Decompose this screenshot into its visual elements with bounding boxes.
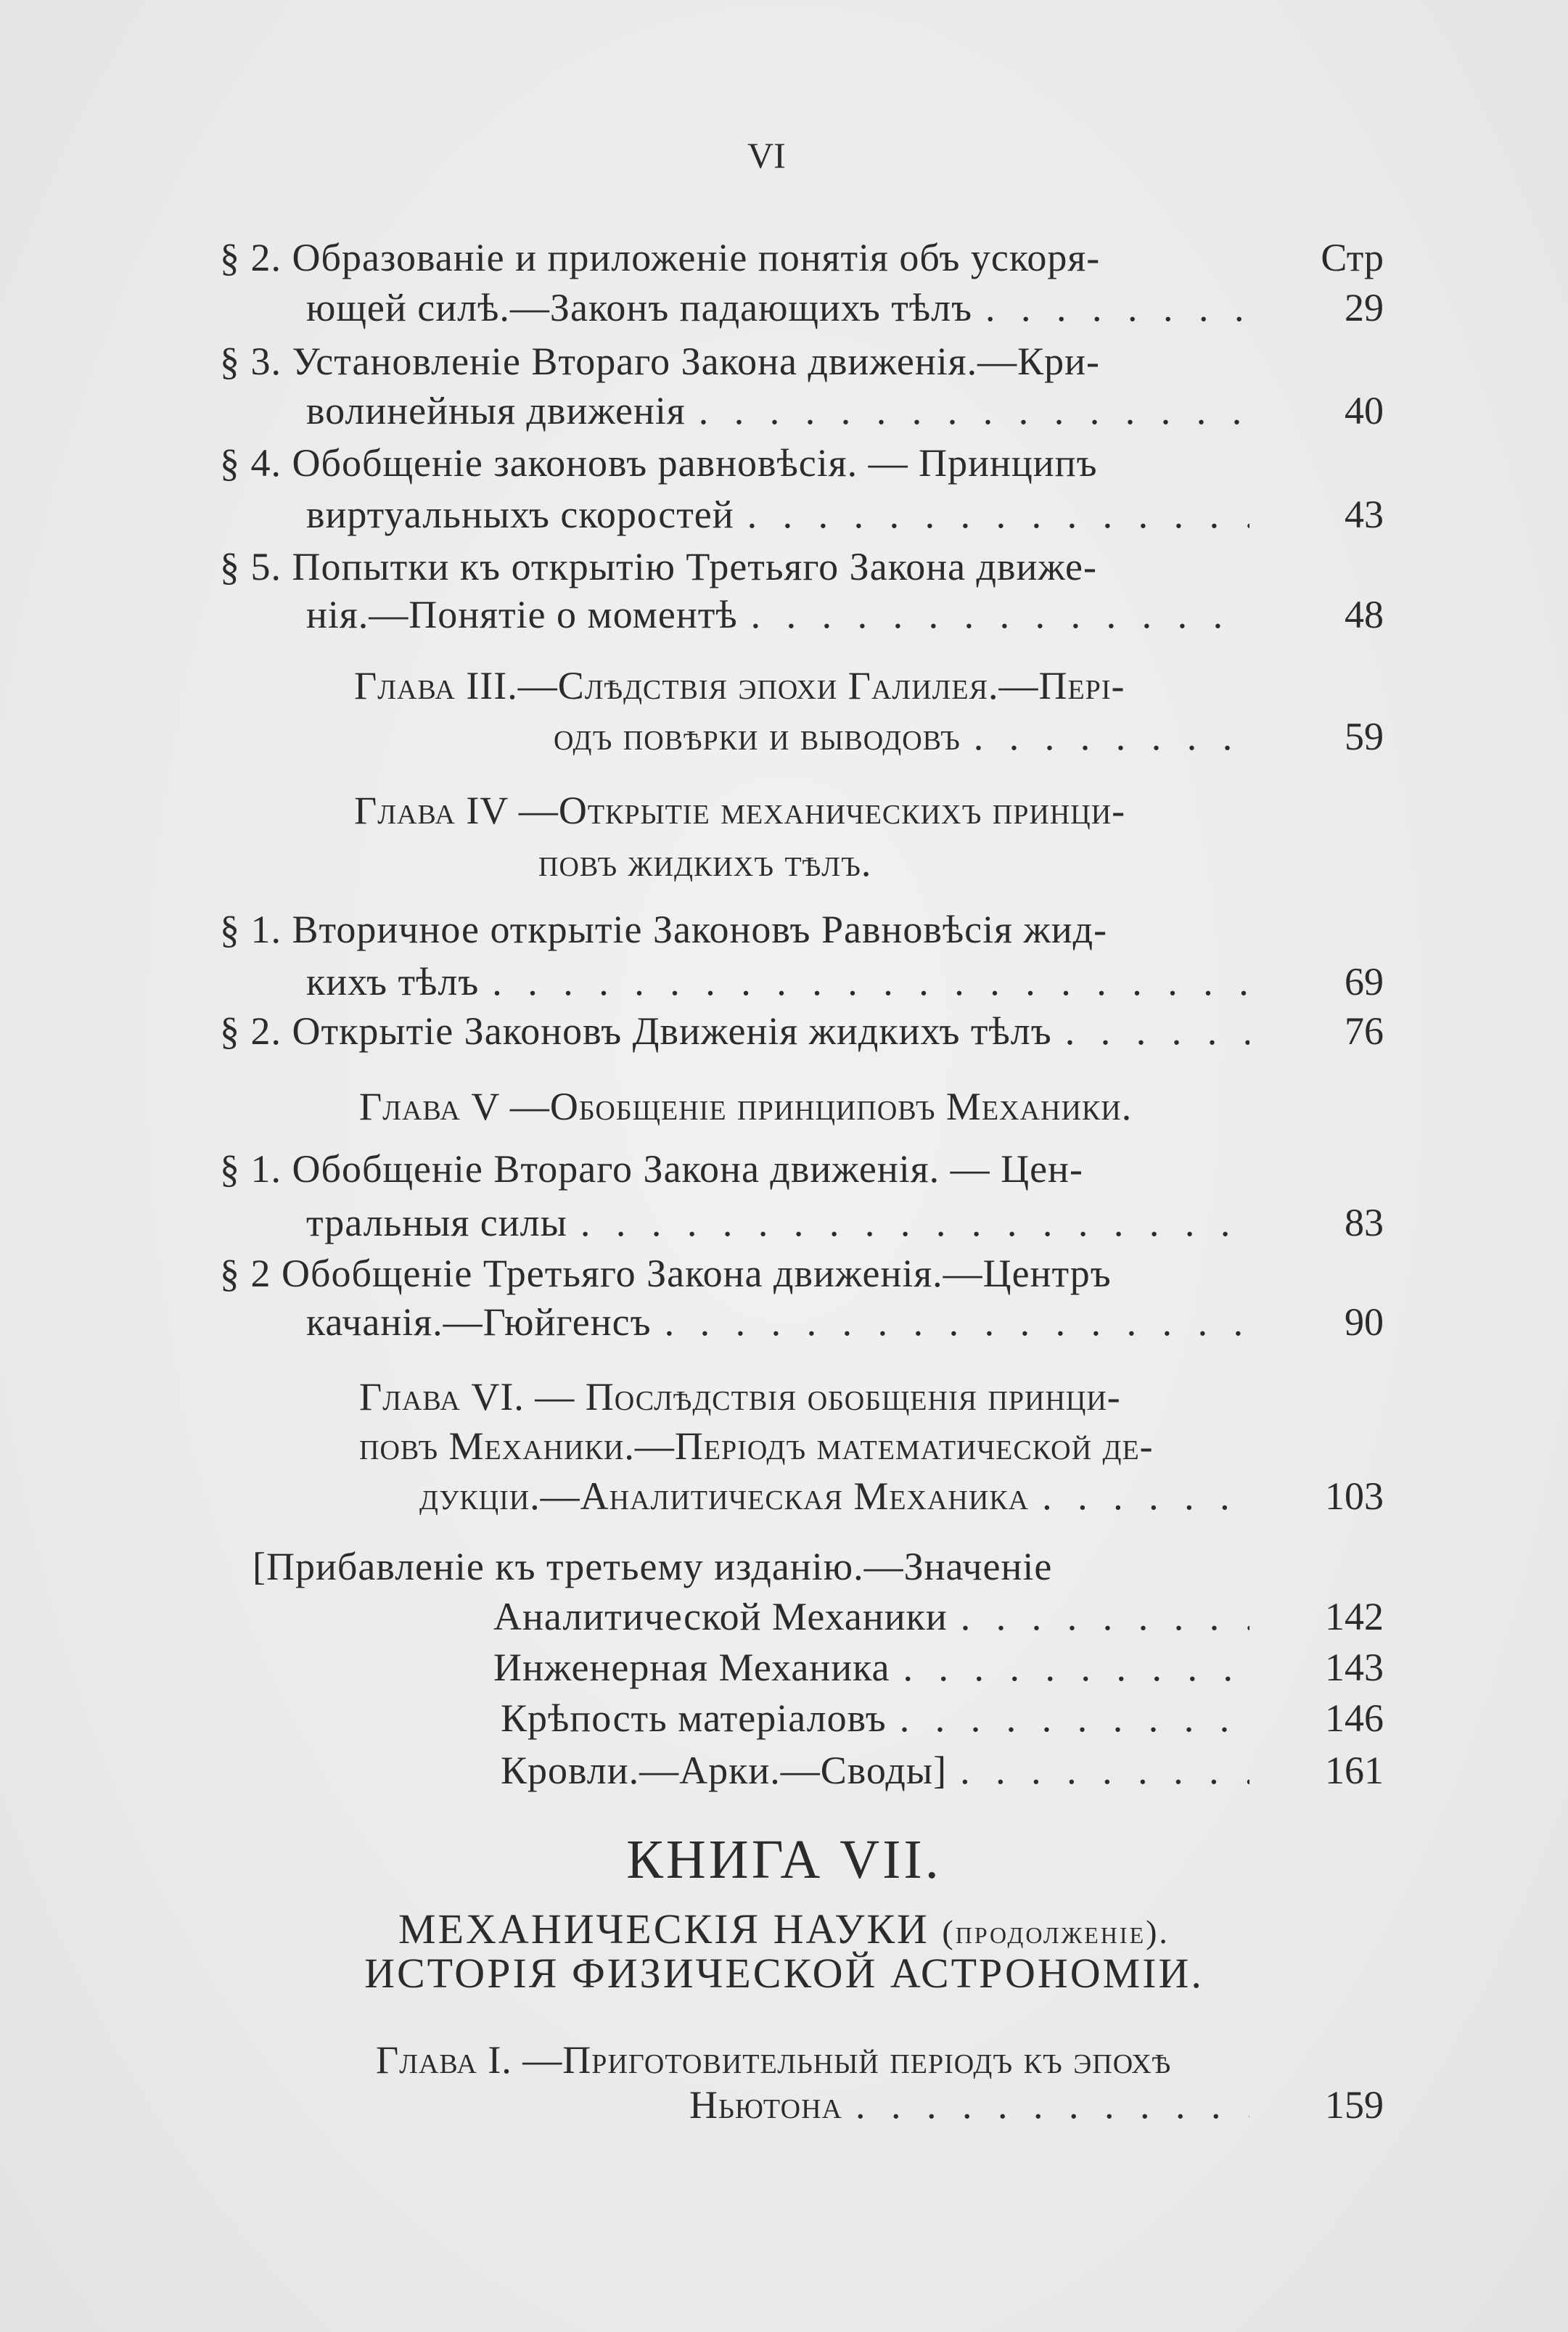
toc-line-text: волинейныя движенія	[306, 389, 686, 432]
chapter-heading: Глава I. —Приготовительный періодъ къ эпохѣ	[376, 2038, 1172, 2082]
toc-line	[306, 282, 1249, 333]
toc-line: § 2 Обобщеніе Третьяго Закона движенія.—Центръ	[220, 1252, 1112, 1295]
chapter-heading	[419, 1471, 1249, 1522]
toc-line: § 4. Обобщеніе законовъ равновѣсія. — Принципъ	[220, 441, 1098, 485]
chapter-heading: Глава V —Обобщеніе принциповъ Механики.	[359, 1085, 1133, 1128]
toc-line	[306, 489, 1249, 540]
dot-leader	[1065, 1006, 1249, 1056]
dot-leader	[903, 1642, 1249, 1693]
toc-line	[493, 1591, 1249, 1642]
toc-line: § 1. Вторичное открытіе Законовъ Равновѣсія жид-	[220, 908, 1108, 951]
page-ref: 48	[1345, 593, 1384, 636]
book-subtitle-note: (продолженіе).	[942, 1913, 1170, 1950]
toc-line-text: ющей силѣ.—Законъ падающихъ тѣлъ	[306, 286, 973, 329]
page-ref: 40	[1345, 389, 1384, 432]
page-number: VI	[747, 135, 786, 176]
book-title: КНИГА VII.	[626, 1829, 942, 1890]
chapter-heading: повъ жидкихъ тѣлъ.	[538, 841, 872, 884]
toc-line-text: виртуальныхъ скоростей	[306, 493, 734, 536]
book-subtitle	[0, 1905, 1568, 1953]
page-ref: 143	[1325, 1646, 1384, 1689]
toc-line	[501, 1693, 1249, 1744]
toc-line-text: качанія.—Гюйгенсъ	[306, 1300, 652, 1344]
chapter-heading: Глава IV —Открытіе механическихъ принци-	[354, 789, 1126, 832]
toc-line-text: Инженерная Механика	[493, 1646, 890, 1689]
chapter-heading: повъ Механики.—Періодъ математической де-	[359, 1424, 1154, 1468]
chapter-heading	[689, 2079, 1249, 2130]
toc-line: [Прибавленіе къ третьему изданію.—Значеніе	[253, 1545, 1053, 1588]
dot-leader	[580, 1197, 1249, 1248]
chapter-heading: Глава VI. — Послѣдствія обобщенія принци-	[359, 1375, 1121, 1419]
book-subtitle-main: МЕХАНИЧЕСКІЯ НАУКИ	[398, 1905, 929, 1953]
toc-line-text: Ньютона	[689, 2083, 842, 2127]
toc-line	[493, 1642, 1249, 1693]
dot-leader	[985, 282, 1249, 333]
page-ref: 83	[1345, 1201, 1384, 1244]
toc-line-text: § 2. Открытіе Законовъ Движенія жидкихъ тѣлъ	[220, 1009, 1052, 1053]
page-ref: 146	[1325, 1696, 1384, 1740]
toc-line	[501, 1745, 1249, 1796]
dot-leader	[751, 589, 1249, 640]
column-header: Стр	[1321, 236, 1384, 279]
page-ref: 103	[1325, 1474, 1384, 1518]
toc-line-text: Крѣпость матеріаловъ	[501, 1696, 887, 1740]
chapter-heading: Глава III.—Слѣдствія эпохи Галилея.—Пері-	[354, 664, 1125, 707]
page-ref: 159	[1325, 2083, 1384, 2127]
dot-leader	[665, 1297, 1249, 1347]
toc-line-text: дукціи.—Аналитическая Механика	[419, 1474, 1030, 1518]
page-ref: 142	[1325, 1595, 1384, 1638]
page-ref: 76	[1345, 1009, 1384, 1053]
toc-line: § 2. Образованіе и приложеніе понятія объ ускоря-	[220, 236, 1101, 279]
dot-leader	[747, 489, 1249, 540]
page-ref: 43	[1345, 493, 1384, 536]
toc-line	[306, 385, 1249, 436]
chapter-heading	[554, 711, 1249, 762]
dot-leader	[974, 711, 1249, 762]
page-ref: 161	[1325, 1749, 1384, 1792]
toc-line-text: Кровли.—Арки.—Своды]	[501, 1749, 948, 1792]
toc-line	[220, 1006, 1249, 1056]
page-ref: 69	[1345, 960, 1384, 1003]
dot-leader	[961, 1591, 1249, 1642]
toc-line-text: нія.—Понятіе о моментѣ	[306, 593, 738, 636]
dot-leader	[699, 385, 1249, 436]
toc-line: § 1. Обобщеніе Втораго Закона движенія. — Цен-	[220, 1147, 1083, 1191]
book-subtitle-2: ИСТОРІЯ ФИЗИЧЕСКОЙ АСТРОНОМІИ.	[364, 1950, 1204, 1997]
page-ref: 59	[1345, 715, 1384, 758]
dot-leader	[1042, 1471, 1249, 1522]
dot-leader	[855, 2079, 1249, 2130]
toc-line	[306, 589, 1249, 640]
toc-line	[306, 1197, 1249, 1248]
toc-line	[306, 1297, 1249, 1347]
toc-line-text: одъ повѣрки и выводовъ	[554, 715, 961, 758]
toc-line: § 5. Попытки къ открытію Третьяго Закона движе-	[220, 545, 1097, 588]
dot-leader	[900, 1693, 1249, 1744]
page-ref: 29	[1345, 286, 1384, 329]
dot-leader	[960, 1745, 1249, 1796]
toc-line	[306, 956, 1249, 1007]
toc-line-text: кихъ тѣлъ	[306, 960, 480, 1003]
toc-line-text: Аналитической Механики	[493, 1595, 948, 1638]
page-ref: 90	[1345, 1300, 1384, 1344]
dot-leader	[492, 956, 1249, 1007]
toc-line-text: тральныя силы	[306, 1201, 567, 1244]
toc-line: § 3. Установленіе Втораго Закона движенія.—Кри-	[220, 340, 1101, 383]
